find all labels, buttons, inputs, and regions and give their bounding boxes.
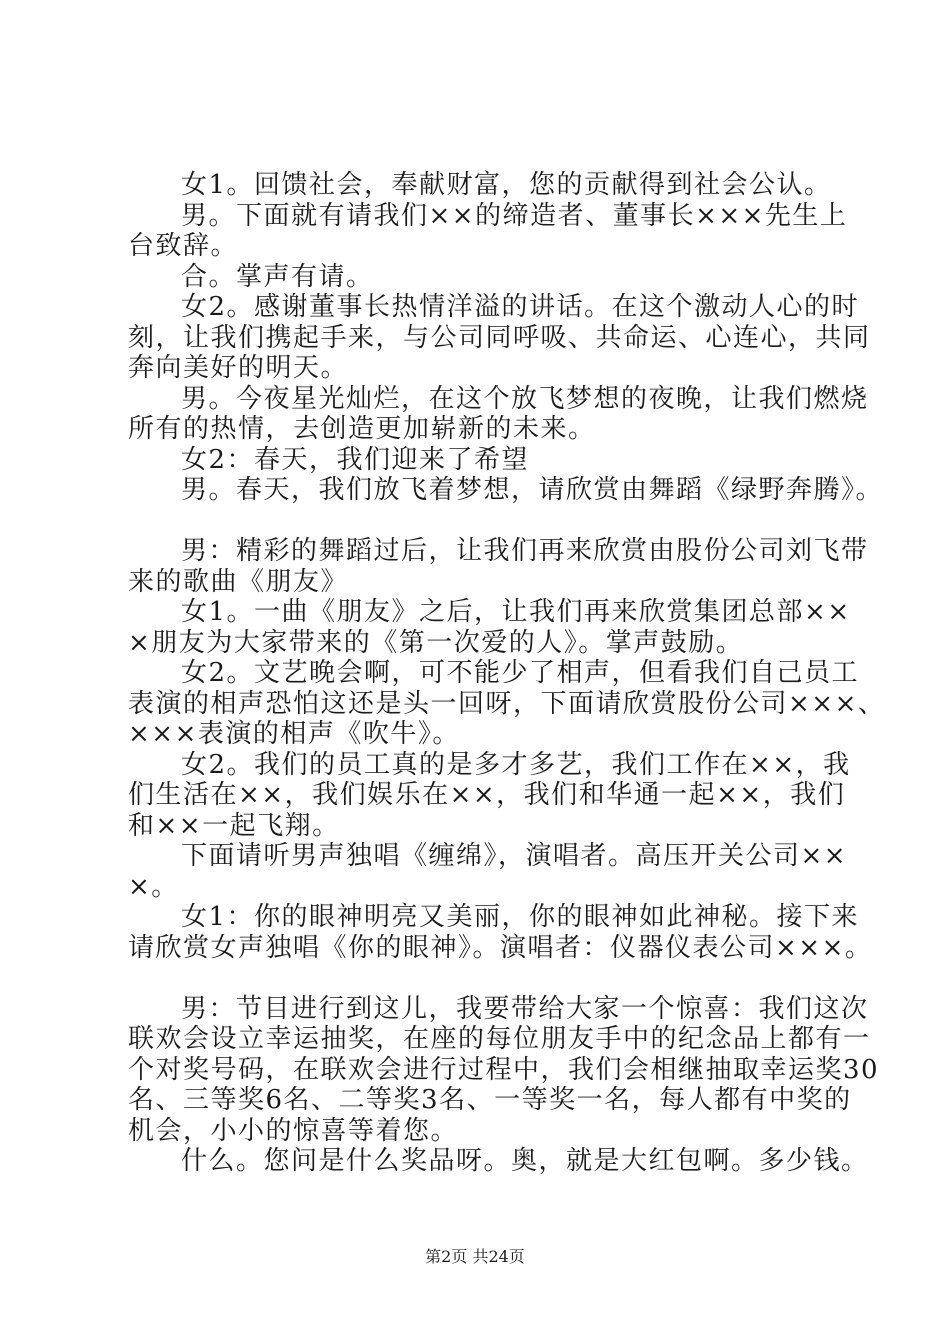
text-line: 机会，小小的惊喜等着您。 <box>128 1115 459 1146</box>
text-line: 男。春天，我们放飞着梦想，请欣赏由舞蹈《绿野奔腾》。 <box>181 475 884 505</box>
paragraph <box>128 262 840 293</box>
paragraph <box>128 292 871 384</box>
paragraph <box>128 170 840 201</box>
paragraph <box>128 200 848 262</box>
text-line: ×。 <box>128 871 179 902</box>
text-line: 女1。回馈社会，奉献财富，您的贡献得到社会公认。 <box>181 170 832 200</box>
text-line: ×朋友为大家带来的《第一次爱的人》。掌声鼓励。 <box>128 627 744 658</box>
paragraph <box>128 445 840 476</box>
paragraph-gap <box>128 963 840 994</box>
paragraph-gap <box>128 506 840 537</box>
text-line: 女1。一曲《朋友》之后，让我们再来欣赏集团总部×× <box>181 597 851 627</box>
text-line: 男。今夜星光灿烂，在这个放飞梦想的夜晚，让我们燃烧 <box>181 383 869 414</box>
text-line: ×××表演的相声《吹牛》。 <box>128 719 460 749</box>
text-line: 来的歌曲《朋友》 <box>128 566 349 597</box>
text-line: 男：精彩的舞蹈过后，让我们再来欣赏由股份公司刘飞带 <box>181 536 869 566</box>
text-line: 和××一起飞翔。 <box>128 810 340 841</box>
text-line: 男。下面就有请我们××的缔造者、董事长×××先生上 <box>181 200 848 231</box>
text-line: 什么。您问是什么奖品呀。奥，就是大红包啊。多少钱。 <box>181 1146 869 1176</box>
text-line: 台致辞。 <box>128 231 239 261</box>
text-line: 女1：你的眼神明亮又美丽，你的眼神如此神秘。接下来 <box>181 902 860 932</box>
paragraph <box>128 993 880 1147</box>
paragraph <box>128 475 884 506</box>
text-line: 表演的相声恐怕这还是头一回呀，下面请欣赏股份公司×××、 <box>128 688 886 719</box>
paragraph <box>128 902 873 963</box>
text-line: 女2。我们的员工真的是多才多艺，我们工作在××，我 <box>181 749 851 780</box>
text-line: 个对奖号码，在联欢会进行过程中，我们会相继抽取幸运奖30 <box>128 1054 880 1085</box>
text-line: 刻，让我们携起手来，与公司同呼吸、共命运、心连心，共同 <box>128 322 871 353</box>
page-footer: 第2页 共24页 <box>425 1247 525 1266</box>
text-line: 所有的热情，去创造更加崭新的未来。 <box>128 414 596 444</box>
paragraph <box>128 536 869 597</box>
paragraph <box>128 383 869 445</box>
text-line: 请欣赏女声独唱《你的眼神》。演唱者：仪器仪表公司×××。 <box>128 932 873 963</box>
text-line: 女2。感谢董事长热情洋溢的讲话。在这个激动人心的时 <box>181 292 860 322</box>
paragraph <box>128 597 851 658</box>
paragraph <box>128 841 848 902</box>
text-line: 女2。文艺晚会啊，可不能少了相声，但看我们自己员工 <box>181 658 860 688</box>
text-line: 合。掌声有请。 <box>181 261 374 292</box>
text-line: 联欢会设立幸运抽奖，在座的每位朋友手中的纪念品上都有一 <box>128 1024 871 1054</box>
paragraph <box>128 658 886 750</box>
text-line: 名、三等奖6名、二等奖3名、一等奖一名，每人都有中奖的 <box>128 1085 852 1115</box>
text-line: 奔向美好的明天。 <box>128 353 349 383</box>
document-body <box>128 170 886 1177</box>
text-line: 下面请听男声独唱《缠绵》，演唱者。高压开关公司×× <box>181 841 848 871</box>
text-line: 女2：春天，我们迎来了希望 <box>181 444 530 475</box>
paragraph <box>128 749 851 842</box>
text-line: 男：节目进行到这儿，我要带给大家一个惊喜：我们这次 <box>181 993 869 1024</box>
paragraph <box>128 1146 869 1177</box>
text-line: 们生活在××，我们娱乐在××，我们和华通一起××，我们 <box>128 780 846 810</box>
